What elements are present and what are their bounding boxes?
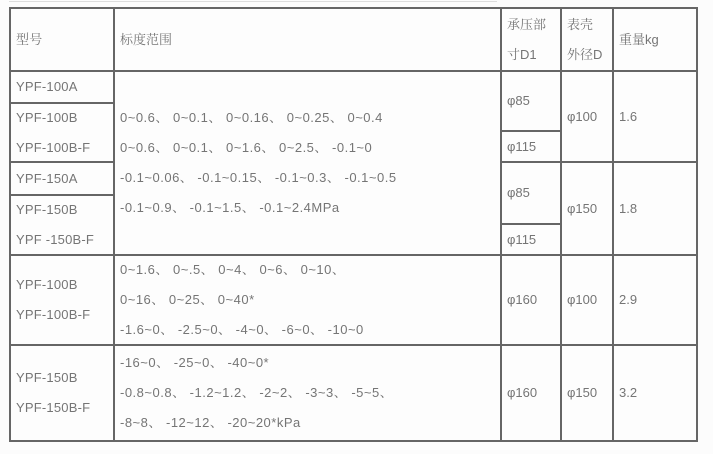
- model-cell: [11, 346, 113, 440]
- d1-value: φ115: [507, 231, 537, 247]
- model-cell: [11, 72, 113, 104]
- model-label: YPF-150A: [16, 170, 78, 186]
- header-d1-label: 承压部: [507, 16, 547, 32]
- range-line: -0.8~0.8、 -1.2~1.2、 -2~2、 -3~3、 -5~5、: [120, 385, 394, 400]
- column-pressure-part-d1: [502, 9, 562, 440]
- weight-value: 2.9: [619, 292, 638, 307]
- d1-cell: [502, 256, 560, 346]
- d-value: φ150: [567, 385, 598, 400]
- d1-cell: [502, 163, 560, 225]
- header-cell-model: [11, 9, 113, 72]
- d1-value: φ115: [507, 138, 537, 154]
- d1-value: φ85: [507, 93, 530, 108]
- header-d1-label: 寸D1: [507, 46, 537, 62]
- d-cell: [562, 163, 612, 256]
- range-cell: [115, 72, 500, 256]
- header-cell-range: [115, 9, 500, 72]
- d1-value: φ85: [507, 185, 530, 200]
- d1-cell: [502, 225, 560, 256]
- model-label: YPF-150B: [16, 370, 78, 385]
- range-line: 0~16、 0~25、 0~40*: [120, 292, 255, 307]
- column-case-diameter: [562, 9, 614, 440]
- model-cell: [11, 104, 113, 163]
- d-value: φ100: [567, 292, 598, 307]
- weight-cell: [614, 256, 696, 346]
- range-line: -0.1~0.9、 -0.1~1.5、 -0.1~2.4MPa: [120, 200, 340, 215]
- column-model: [11, 9, 115, 440]
- d1-value: φ160: [507, 385, 538, 400]
- header-model-label: 型号: [16, 31, 43, 47]
- model-cell: [11, 163, 113, 196]
- weight-value: 3.2: [619, 385, 638, 400]
- header-cell-weight: [614, 9, 696, 72]
- weight-value: 1.6: [619, 108, 638, 124]
- model-label: YPF -150B-F: [16, 232, 95, 247]
- d1-cell: [502, 346, 560, 440]
- header-cell-d: [562, 9, 612, 72]
- range-cell: [115, 256, 500, 346]
- d-value: φ150: [567, 200, 598, 216]
- d1-cell: [502, 132, 560, 163]
- header-weight-label: 重量kg: [619, 31, 659, 47]
- d-cell: [562, 346, 612, 440]
- weight-cell: [614, 163, 696, 256]
- range-line: 0~0.6、 0~0.1、 0~0.16、 0~0.25、 0~0.4: [120, 110, 383, 125]
- model-label: YPF-150B-F: [16, 400, 91, 415]
- header-d-label: 外径D: [567, 46, 603, 62]
- page-edge-line: [9, 1, 497, 2]
- d1-cell: [502, 72, 560, 132]
- model-cell: [11, 256, 113, 346]
- range-line: -8~8、 -12~12、 -20~20*kPa: [120, 415, 301, 430]
- d-cell: [562, 256, 612, 346]
- model-label: YPF-100A: [16, 79, 78, 94]
- range-line: 0~0.6、 0~0.1、 0~1.6、 0~2.5、 -0.1~0: [120, 140, 373, 155]
- column-weight: [614, 9, 696, 440]
- model-label: YPF-100B-F: [16, 139, 91, 155]
- model-label: YPF-100B-F: [16, 307, 91, 322]
- model-cell: [11, 196, 113, 256]
- d1-value: φ160: [507, 292, 538, 307]
- spec-table: [9, 7, 698, 442]
- d-cell: [562, 72, 612, 163]
- range-line: -0.1~0.06、 -0.1~0.15、 -0.1~0.3、 -0.1~0.5: [120, 170, 397, 185]
- model-label: YPF-150B: [16, 202, 78, 217]
- model-label: YPF-100B: [16, 277, 78, 292]
- d-value: φ100: [567, 108, 598, 124]
- header-d-label: 表壳: [567, 16, 594, 32]
- weight-cell: [614, 72, 696, 163]
- header-cell-d1: [502, 9, 560, 72]
- column-range: [115, 9, 502, 440]
- range-line: -1.6~0、 -2.5~0、 -4~0、 -6~0、 -10~0: [120, 322, 364, 337]
- header-range-label: 标度范围: [120, 31, 173, 47]
- weight-value: 1.8: [619, 200, 638, 216]
- range-line: 0~1.6、 0~.5、 0~4、 0~6、 0~10、: [120, 262, 346, 277]
- range-line: -16~0、 -25~0、 -40~0*: [120, 355, 270, 370]
- weight-cell: [614, 346, 696, 440]
- model-label: YPF-100B: [16, 109, 78, 125]
- range-cell: [115, 346, 500, 440]
